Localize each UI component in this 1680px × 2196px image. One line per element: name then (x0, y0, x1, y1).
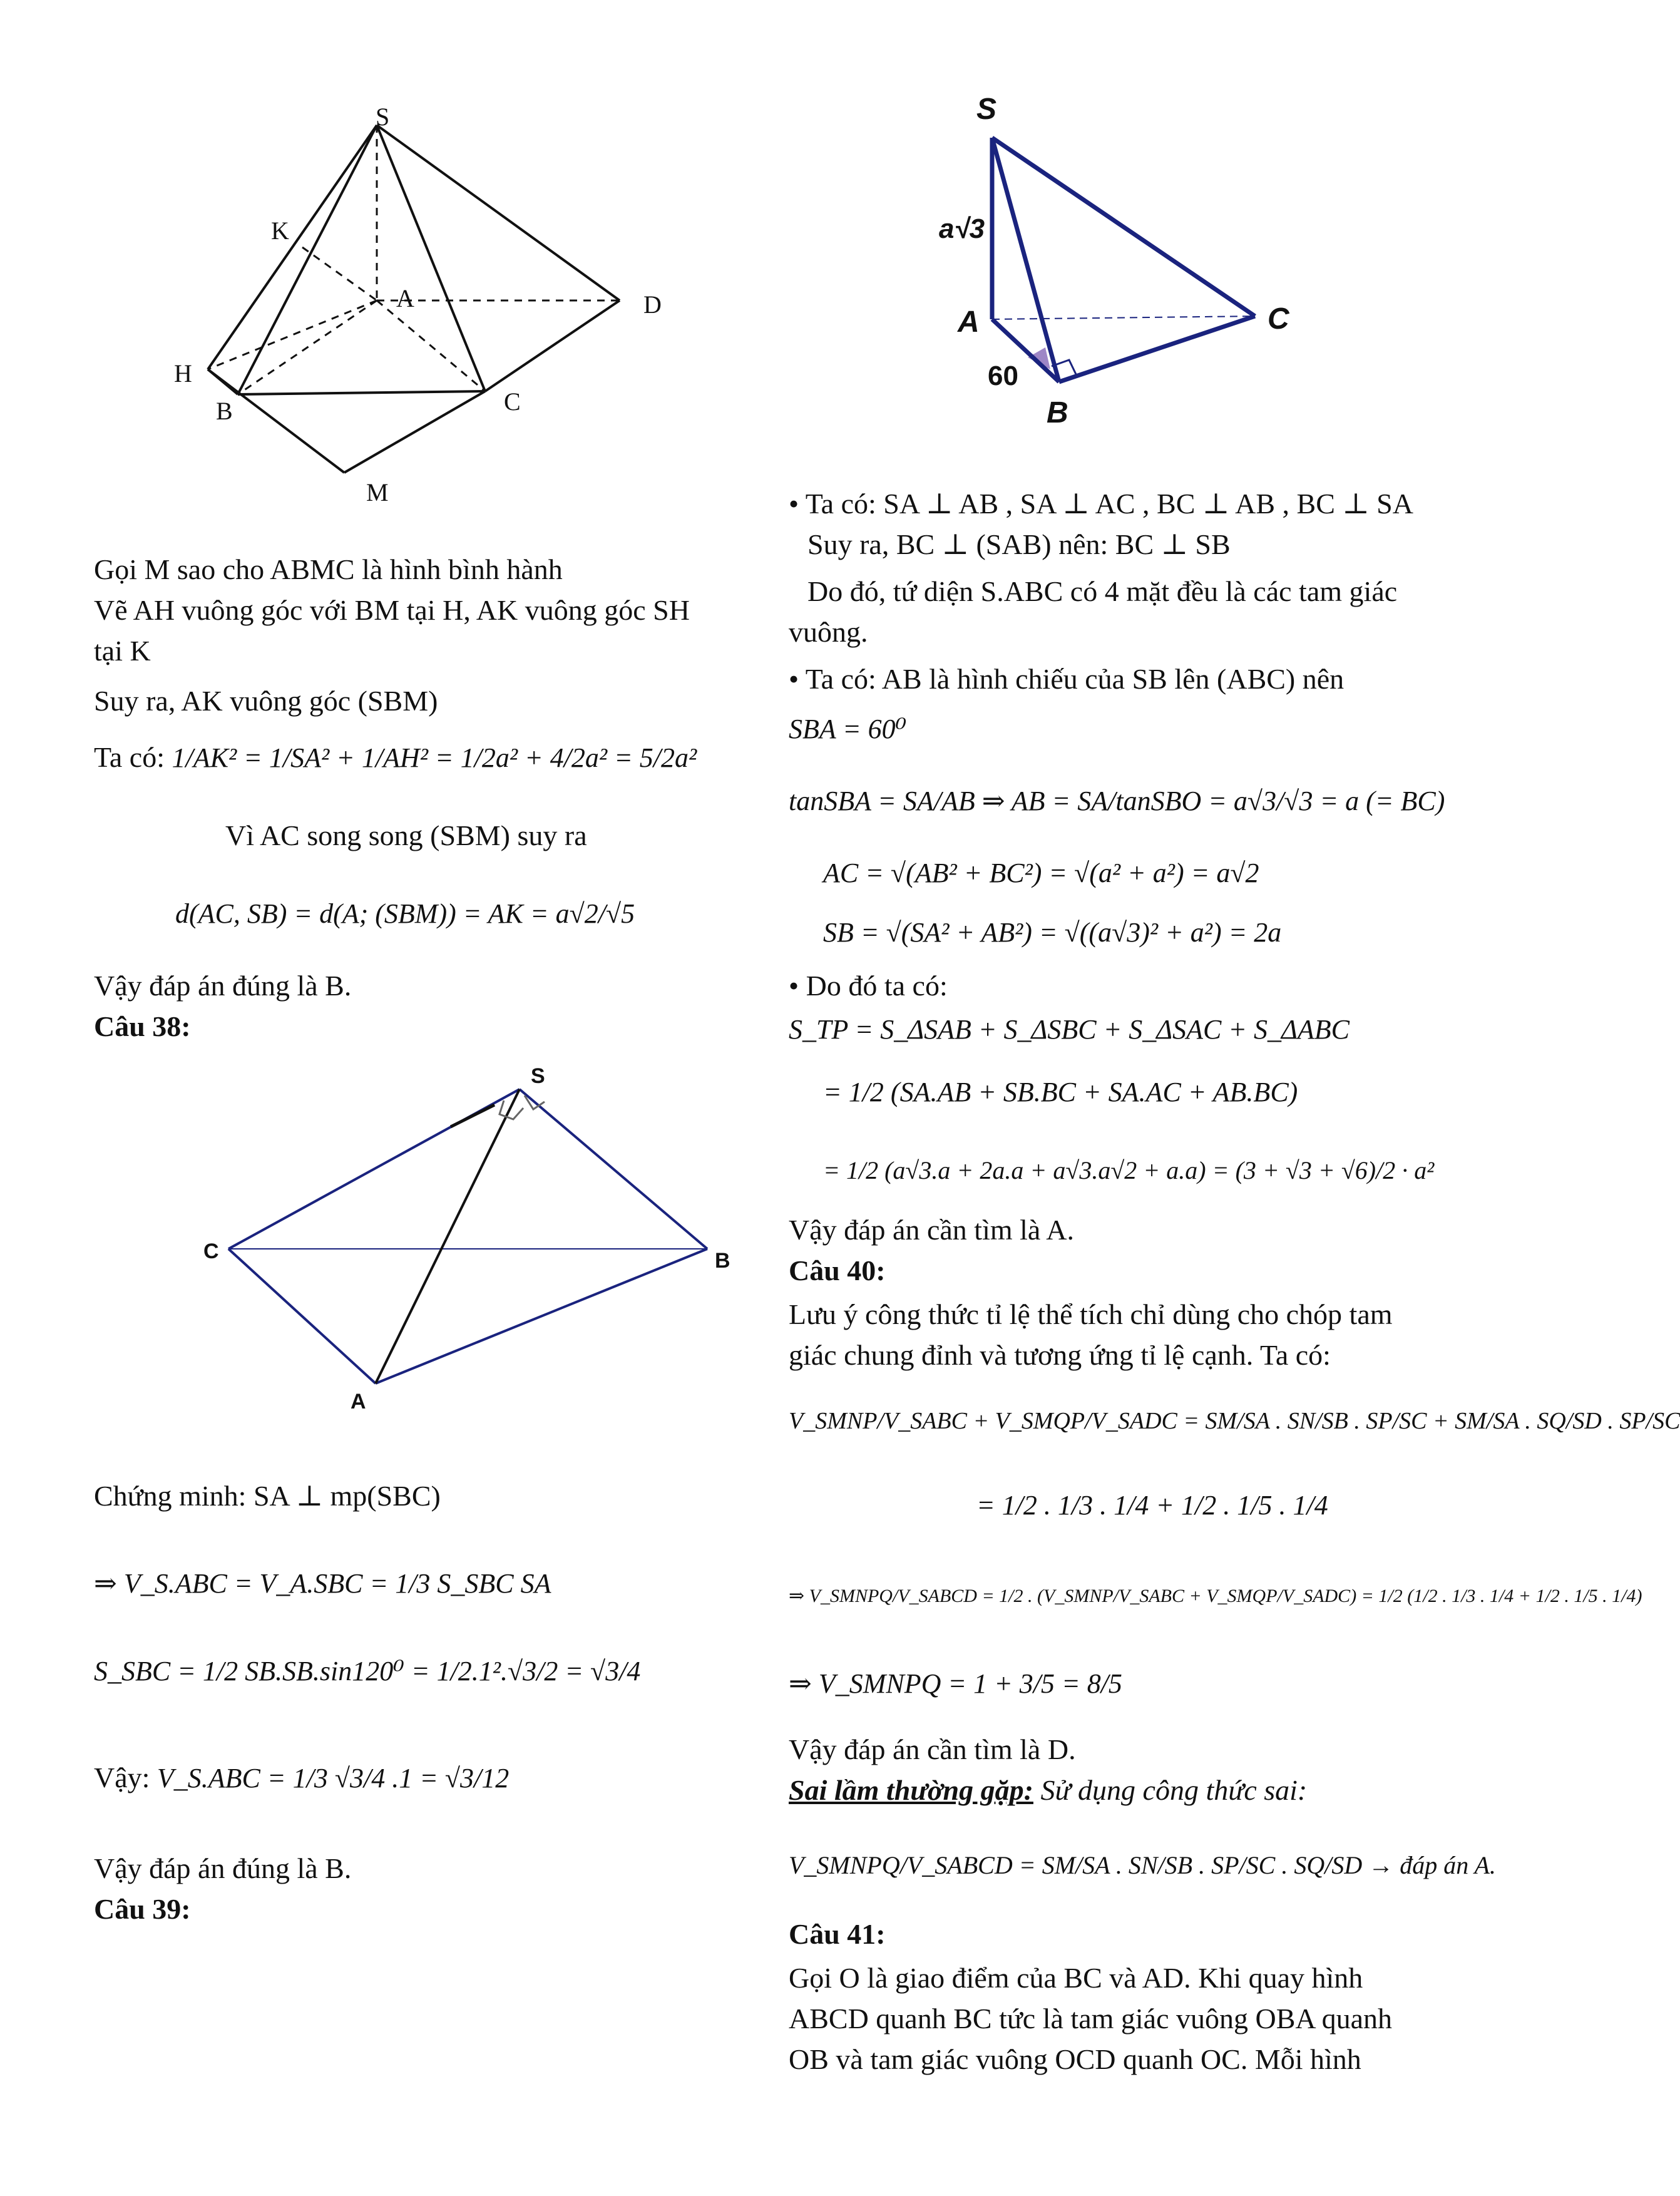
label-h: H (174, 359, 192, 387)
question-heading: Câu 41: (789, 1918, 886, 1950)
edge-cd (485, 300, 620, 391)
text-line: Suy ra, BC ⊥ (SAB) nên: BC ⊥ SB (807, 528, 1231, 560)
formula: 1/AK² = 1/SA² + 1/AH² = 1/2a² + 4/2a² = 5/2a² (172, 742, 697, 773)
formula: = 1/2 (a√3.a + 2a.a + a√3.a√2 + a.a) = (3 + √3 + √6)/2 · a² (823, 1156, 1435, 1184)
warning-line (789, 1772, 1307, 1809)
edge-sb (520, 1089, 707, 1249)
edge-ac (992, 316, 1255, 319)
label-s: S (531, 1064, 545, 1088)
warning-text: Sử dụng công thức sai: (1040, 1774, 1308, 1806)
formula: V_S.ABC = 1/3 √3/4 .1 = √3/12 (156, 1763, 510, 1793)
formula: tanSBA = SA/AB ⇒ AB = SA/tanSBO = a√3/√3 = a (= BC) (789, 786, 1445, 816)
text-line: • Ta có: SA ⊥ AB , SA ⊥ AC , BC ⊥ AB , BC ⊥ SA (789, 488, 1413, 520)
figure-tetrahedron-right (883, 88, 1289, 463)
formula-row (94, 1759, 509, 1797)
edge-bc (238, 391, 485, 394)
label-k: K (271, 217, 289, 245)
text-line: • Do đó ta có: (789, 970, 948, 1002)
edge-mc (344, 391, 485, 473)
tick-mark (451, 1105, 494, 1127)
label-a: A (396, 284, 414, 312)
label-s: S (976, 93, 997, 126)
text-line: vuông. (789, 616, 868, 648)
formula-row (94, 739, 697, 777)
text-line: ABCD quanh BC tức là tam giác vuông OBA quanh (789, 2003, 1393, 2034)
text-line: Do đó, tứ diện S.ABC có 4 mặt đều là các tam giác (807, 575, 1398, 607)
formula: S_SBC = 1/2 SB.SB.sin120⁰ = 1/2.1².√3/2 = √3/4 (94, 1656, 641, 1686)
text-line: Suy ra, AK vuông góc (SBM) (94, 685, 438, 717)
text-line: • Ta có: AB là hình chiếu của SB lên (ABC) nên (789, 663, 1345, 695)
formula: SB = √(SA² + AB²) = √((a√3)² + a²) = 2a (823, 917, 1282, 948)
label-a: A (958, 305, 980, 339)
text-line: Lưu ý công thức tỉ lệ thể tích chỉ dùng cho chóp tam (789, 1298, 1393, 1330)
label-b: B (1047, 396, 1068, 429)
edge-ca (228, 1249, 376, 1383)
text-line: Vậy đáp án cần tìm là A. (789, 1214, 1075, 1246)
figure-tetrahedron-sabc (144, 1058, 770, 1414)
label-c: C (1268, 302, 1289, 336)
edge-ab (238, 300, 377, 394)
label-b: B (216, 397, 233, 425)
figure-pyramid-sabcd (94, 94, 745, 532)
formula: V_SMNPQ/V_SABCD = SM/SA . SN/SB . SP/SC . SQ/SD → đáp án A. (789, 1851, 1496, 1879)
text-line: OB và tam giác vuông OCD quanh OC. Mỗi hình (789, 2043, 1361, 2075)
label-side: a√3 (939, 213, 985, 244)
formula: ⇒ V_S.ABC = V_A.SBC = 1/3 S_SBC SA (94, 1568, 551, 1599)
edge-sa (376, 1089, 520, 1383)
text-line: Vẽ AH vuông góc với BM tại H, AK vuông góc SH (94, 594, 690, 626)
text-line: Gọi M sao cho ABMC là hình bình hành (94, 553, 563, 585)
text-line: Vậy đáp án đúng là B. (94, 970, 352, 1002)
edge-bc (1059, 316, 1255, 382)
edge-ab (376, 1249, 707, 1383)
question-heading: Câu 39: (94, 1893, 191, 1925)
text-line: Chứng minh: SA ⊥ mp(SBC) (94, 1480, 441, 1512)
text-line: Vì AC song song (SBM) suy ra (225, 819, 587, 851)
edge-ak (302, 247, 377, 300)
label-c: C (203, 1239, 219, 1263)
formula: AC = √(AB² + BC²) = √(a² + a²) = a√2 (823, 858, 1259, 888)
label-angle: 60 (988, 361, 1018, 391)
formula: SBA = 60⁰ (789, 714, 907, 744)
text-line: Gọi O là giao điểm của BC và AD. Khi quay hình (789, 1962, 1363, 1994)
edge-sb (238, 125, 377, 394)
text-line: tại K (94, 635, 151, 667)
edge-ac (377, 300, 485, 391)
edge-hb (208, 369, 238, 394)
formula: ⇒ V_SMNPQ/V_SABCD = 1/2 . (V_SMNP/V_SABC + V_SMQP/V_SADC) = 1/2 (1/2 . 1/3 . 1/4 + 1/2 . 1/5 . 1/4) (789, 1586, 1642, 1606)
formula: d(AC, SB) = d(A; (SBM)) = AK = a√2/√5 (175, 898, 635, 929)
label-a: A (351, 1390, 366, 1414)
formula: S_TP = S_ΔSAB + S_ΔSBC + S_ΔSAC + S_ΔABC (789, 1014, 1350, 1045)
label-m: M (366, 478, 389, 506)
formula: ⇒ V_SMNPQ = 1 + 3/5 = 8/5 (789, 1668, 1122, 1699)
warning-label: Sai lầm thường gặp: (789, 1774, 1033, 1806)
text-line: Vậy đáp án cần tìm là D. (789, 1733, 1076, 1765)
text-line: Vậy đáp án đúng là B. (94, 1852, 352, 1884)
formula: V_SMNP/V_SABC + V_SMQP/V_SADC = SM/SA . SN/SB . SP/SC + SM/SA . SQ/SD . SP/SC (789, 1408, 1680, 1434)
text-prefix: Vậy: (94, 1762, 150, 1793)
edge-sh (208, 125, 377, 369)
label-c: C (504, 387, 521, 416)
question-heading: Câu 38: (94, 1010, 191, 1042)
label-b: B (715, 1249, 730, 1273)
label-s: S (376, 103, 390, 131)
formula: = 1/2 (SA.AB + SB.BC + SA.AC + AB.BC) (823, 1077, 1298, 1107)
text-line: giác chung đỉnh và tương ứng tỉ lệ cạnh. Ta có: (789, 1339, 1331, 1371)
question-heading: Câu 40: (789, 1254, 886, 1286)
label-d: D (643, 290, 662, 319)
formula: = 1/2 . 1/3 . 1/4 + 1/2 . 1/5 . 1/4 (976, 1490, 1328, 1521)
text-prefix: Ta có: (94, 741, 165, 773)
